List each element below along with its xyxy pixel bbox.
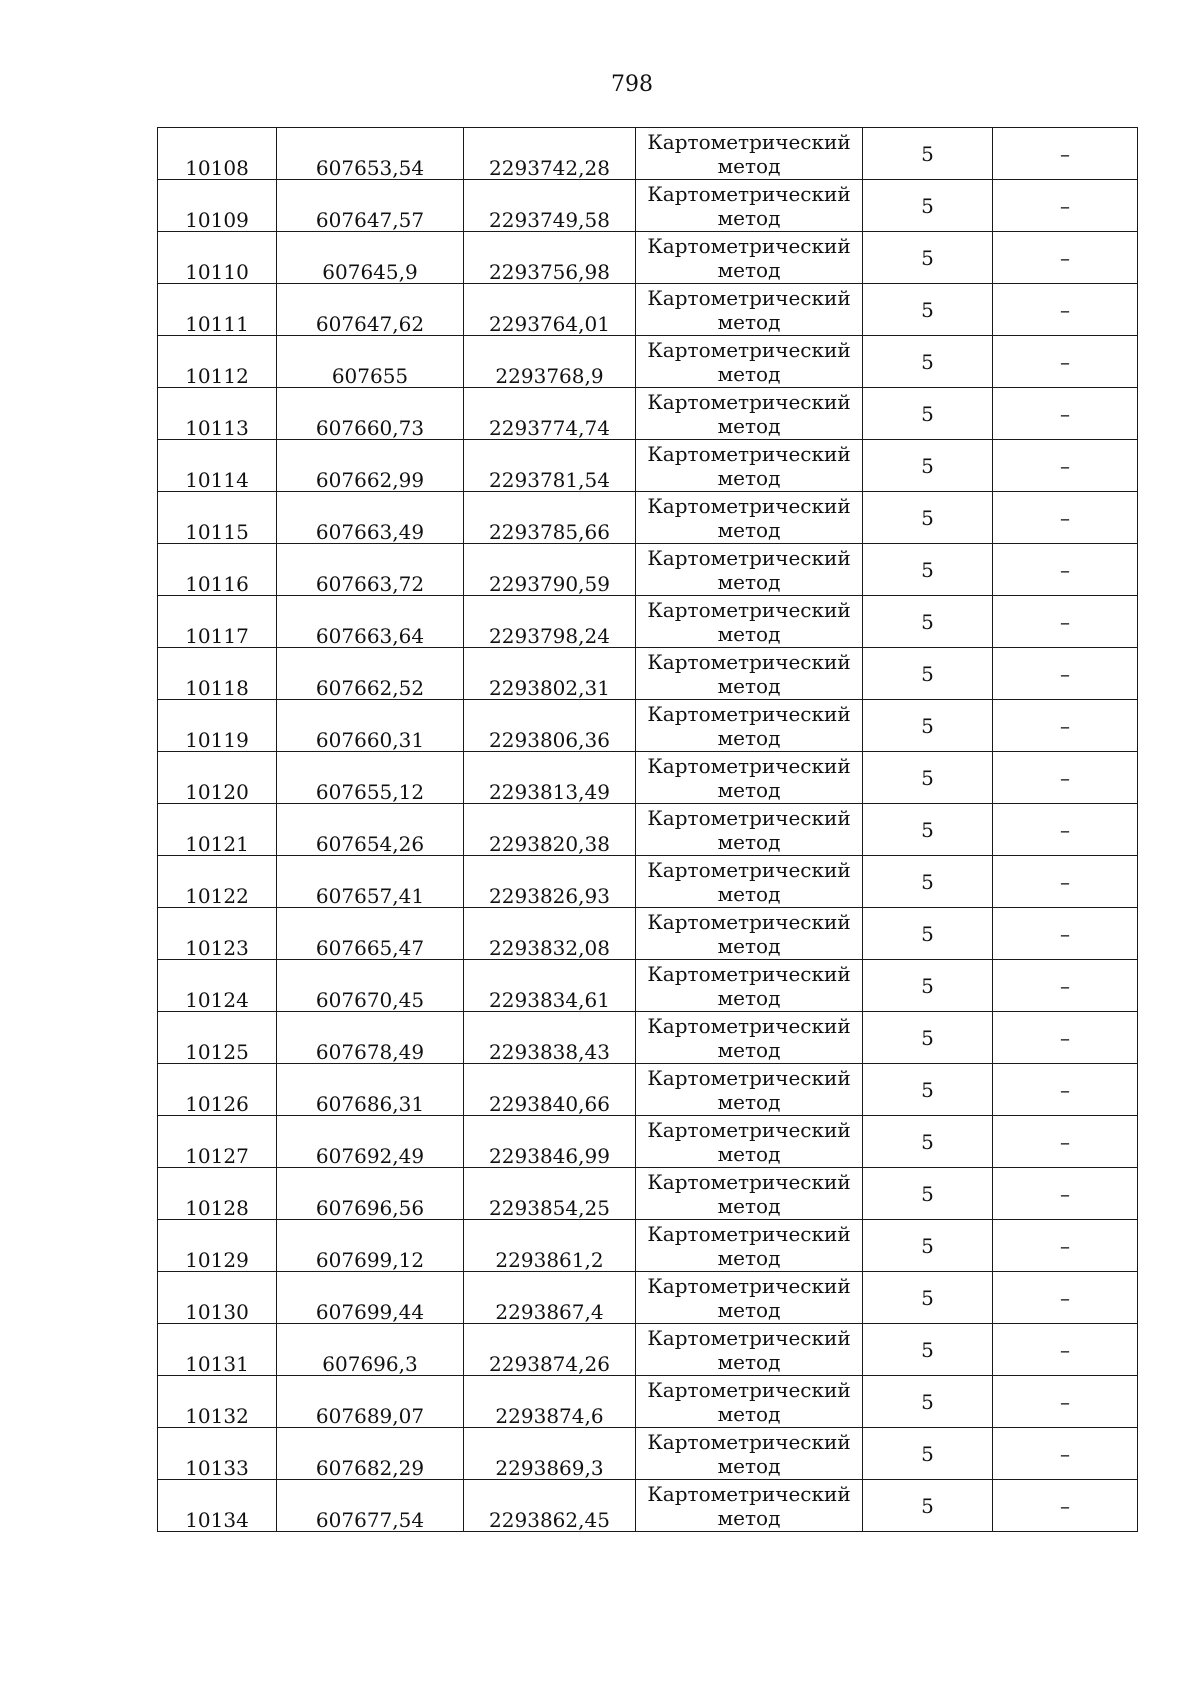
method-cell: Картометрический метод [636, 804, 863, 856]
y-coordinate-cell: 2293813,49 [464, 752, 636, 804]
accuracy-cell: 5 [863, 648, 993, 700]
accuracy-cell: 5 [863, 1168, 993, 1220]
accuracy-cell: 5 [863, 596, 993, 648]
accuracy-cell: 5 [863, 856, 993, 908]
accuracy-cell: 5 [863, 1272, 993, 1324]
x-coordinate-cell: 607662,99 [277, 440, 464, 492]
table-row [158, 1376, 1138, 1428]
x-coordinate-cell: 607663,49 [277, 492, 464, 544]
table-row [158, 1428, 1138, 1480]
accuracy-cell: 5 [863, 388, 993, 440]
point-number-cell: 10109 [158, 180, 277, 232]
method-cell: Картометрический метод [636, 1116, 863, 1168]
description-cell: – [993, 336, 1138, 388]
table-row [158, 388, 1138, 440]
description-cell: – [993, 1012, 1138, 1064]
method-cell: Картометрический метод [636, 128, 863, 180]
coordinates-table-body [158, 128, 1138, 1532]
method-cell: Картометрический метод [636, 336, 863, 388]
y-coordinate-cell: 2293774,74 [464, 388, 636, 440]
table-row [158, 128, 1138, 180]
y-coordinate-cell: 2293768,9 [464, 336, 636, 388]
method-cell: Картометрический метод [636, 1376, 863, 1428]
point-number-cell: 10121 [158, 804, 277, 856]
description-cell: – [993, 440, 1138, 492]
y-coordinate-cell: 2293756,98 [464, 232, 636, 284]
description-cell: – [993, 284, 1138, 336]
accuracy-cell: 5 [863, 804, 993, 856]
table-row [158, 856, 1138, 908]
method-cell: Картометрический метод [636, 1064, 863, 1116]
accuracy-cell: 5 [863, 492, 993, 544]
table-row [158, 232, 1138, 284]
description-cell: – [993, 648, 1138, 700]
method-cell: Картометрический метод [636, 856, 863, 908]
table-row [158, 596, 1138, 648]
point-number-cell: 10125 [158, 1012, 277, 1064]
y-coordinate-cell: 2293790,59 [464, 544, 636, 596]
x-coordinate-cell: 607699,44 [277, 1272, 464, 1324]
x-coordinate-cell: 607645,9 [277, 232, 464, 284]
x-coordinate-cell: 607647,62 [277, 284, 464, 336]
point-number-cell: 10128 [158, 1168, 277, 1220]
table-row [158, 752, 1138, 804]
accuracy-cell: 5 [863, 1116, 993, 1168]
x-coordinate-cell: 607696,3 [277, 1324, 464, 1376]
point-number-cell: 10117 [158, 596, 277, 648]
y-coordinate-cell: 2293798,24 [464, 596, 636, 648]
x-coordinate-cell: 607696,56 [277, 1168, 464, 1220]
x-coordinate-cell: 607663,64 [277, 596, 464, 648]
y-coordinate-cell: 2293802,31 [464, 648, 636, 700]
point-number-cell: 10131 [158, 1324, 277, 1376]
page-number: 798 [611, 72, 653, 97]
table-row [158, 440, 1138, 492]
table-row [158, 960, 1138, 1012]
description-cell: – [993, 1116, 1138, 1168]
table-row [158, 284, 1138, 336]
accuracy-cell: 5 [863, 752, 993, 804]
accuracy-cell: 5 [863, 1324, 993, 1376]
y-coordinate-cell: 2293820,38 [464, 804, 636, 856]
x-coordinate-cell: 607692,49 [277, 1116, 464, 1168]
description-cell: – [993, 960, 1138, 1012]
x-coordinate-cell: 607655 [277, 336, 464, 388]
table-row [158, 700, 1138, 752]
y-coordinate-cell: 2293867,4 [464, 1272, 636, 1324]
x-coordinate-cell: 607689,07 [277, 1376, 464, 1428]
x-coordinate-cell: 607654,26 [277, 804, 464, 856]
description-cell: – [993, 752, 1138, 804]
y-coordinate-cell: 2293781,54 [464, 440, 636, 492]
x-coordinate-cell: 607670,45 [277, 960, 464, 1012]
table-row [158, 1220, 1138, 1272]
point-number-cell: 10112 [158, 336, 277, 388]
x-coordinate-cell: 607655,12 [277, 752, 464, 804]
accuracy-cell: 5 [863, 1428, 993, 1480]
table-row [158, 1168, 1138, 1220]
y-coordinate-cell: 2293742,28 [464, 128, 636, 180]
x-coordinate-cell: 607663,72 [277, 544, 464, 596]
description-cell: – [993, 232, 1138, 284]
point-number-cell: 10132 [158, 1376, 277, 1428]
method-cell: Картометрический метод [636, 388, 863, 440]
y-coordinate-cell: 2293840,66 [464, 1064, 636, 1116]
table-row [158, 1012, 1138, 1064]
table-row [158, 336, 1138, 388]
method-cell: Картометрический метод [636, 908, 863, 960]
y-coordinate-cell: 2293874,26 [464, 1324, 636, 1376]
accuracy-cell: 5 [863, 1064, 993, 1116]
table-row [158, 1116, 1138, 1168]
description-cell: – [993, 492, 1138, 544]
x-coordinate-cell: 607678,49 [277, 1012, 464, 1064]
y-coordinate-cell: 2293862,45 [464, 1480, 636, 1532]
description-cell: – [993, 804, 1138, 856]
method-cell: Картометрический метод [636, 648, 863, 700]
table-row [158, 804, 1138, 856]
point-number-cell: 10115 [158, 492, 277, 544]
point-number-cell: 10120 [158, 752, 277, 804]
y-coordinate-cell: 2293764,01 [464, 284, 636, 336]
method-cell: Картометрический метод [636, 492, 863, 544]
x-coordinate-cell: 607657,41 [277, 856, 464, 908]
description-cell: – [993, 1168, 1138, 1220]
table-row [158, 1272, 1138, 1324]
description-cell: – [993, 1480, 1138, 1532]
point-number-cell: 10110 [158, 232, 277, 284]
x-coordinate-cell: 607677,54 [277, 1480, 464, 1532]
method-cell: Картометрический метод [636, 596, 863, 648]
table-row [158, 180, 1138, 232]
description-cell: – [993, 1064, 1138, 1116]
point-number-cell: 10126 [158, 1064, 277, 1116]
description-cell: – [993, 908, 1138, 960]
accuracy-cell: 5 [863, 960, 993, 1012]
description-cell: – [993, 856, 1138, 908]
y-coordinate-cell: 2293826,93 [464, 856, 636, 908]
method-cell: Картометрический метод [636, 752, 863, 804]
table-row [158, 1324, 1138, 1376]
description-cell: – [993, 1324, 1138, 1376]
accuracy-cell: 5 [863, 284, 993, 336]
point-number-cell: 10119 [158, 700, 277, 752]
point-number-cell: 10127 [158, 1116, 277, 1168]
y-coordinate-cell: 2293838,43 [464, 1012, 636, 1064]
method-cell: Картометрический метод [636, 960, 863, 1012]
point-number-cell: 10129 [158, 1220, 277, 1272]
y-coordinate-cell: 2293785,66 [464, 492, 636, 544]
description-cell: – [993, 388, 1138, 440]
y-coordinate-cell: 2293854,25 [464, 1168, 636, 1220]
y-coordinate-cell: 2293749,58 [464, 180, 636, 232]
point-number-cell: 10134 [158, 1480, 277, 1532]
description-cell: – [993, 1428, 1138, 1480]
table-row [158, 492, 1138, 544]
accuracy-cell: 5 [863, 544, 993, 596]
table-row [158, 648, 1138, 700]
method-cell: Картометрический метод [636, 440, 863, 492]
y-coordinate-cell: 2293832,08 [464, 908, 636, 960]
method-cell: Картометрический метод [636, 284, 863, 336]
method-cell: Картометрический метод [636, 1168, 863, 1220]
method-cell: Картометрический метод [636, 1272, 863, 1324]
accuracy-cell: 5 [863, 128, 993, 180]
y-coordinate-cell: 2293806,36 [464, 700, 636, 752]
y-coordinate-cell: 2293869,3 [464, 1428, 636, 1480]
point-number-cell: 10123 [158, 908, 277, 960]
coordinates-table [157, 127, 1138, 1532]
point-number-cell: 10124 [158, 960, 277, 1012]
x-coordinate-cell: 607699,12 [277, 1220, 464, 1272]
method-cell: Картометрический метод [636, 700, 863, 752]
x-coordinate-cell: 607682,29 [277, 1428, 464, 1480]
description-cell: – [993, 180, 1138, 232]
y-coordinate-cell: 2293846,99 [464, 1116, 636, 1168]
accuracy-cell: 5 [863, 180, 993, 232]
point-number-cell: 10114 [158, 440, 277, 492]
description-cell: – [993, 1220, 1138, 1272]
table-row [158, 544, 1138, 596]
x-coordinate-cell: 607686,31 [277, 1064, 464, 1116]
accuracy-cell: 5 [863, 336, 993, 388]
method-cell: Картометрический метод [636, 1012, 863, 1064]
y-coordinate-cell: 2293834,61 [464, 960, 636, 1012]
point-number-cell: 10108 [158, 128, 277, 180]
accuracy-cell: 5 [863, 1220, 993, 1272]
method-cell: Картометрический метод [636, 1480, 863, 1532]
x-coordinate-cell: 607647,57 [277, 180, 464, 232]
accuracy-cell: 5 [863, 908, 993, 960]
description-cell: – [993, 700, 1138, 752]
table-row [158, 908, 1138, 960]
point-number-cell: 10133 [158, 1428, 277, 1480]
table-row [158, 1064, 1138, 1116]
method-cell: Картометрический метод [636, 1220, 863, 1272]
accuracy-cell: 5 [863, 1480, 993, 1532]
description-cell: – [993, 1376, 1138, 1428]
description-cell: – [993, 596, 1138, 648]
x-coordinate-cell: 607665,47 [277, 908, 464, 960]
description-cell: – [993, 128, 1138, 180]
table-row [158, 1480, 1138, 1532]
point-number-cell: 10122 [158, 856, 277, 908]
accuracy-cell: 5 [863, 1376, 993, 1428]
method-cell: Картометрический метод [636, 1324, 863, 1376]
method-cell: Картометрический метод [636, 180, 863, 232]
accuracy-cell: 5 [863, 232, 993, 284]
method-cell: Картометрический метод [636, 1428, 863, 1480]
description-cell: – [993, 544, 1138, 596]
method-cell: Картометрический метод [636, 544, 863, 596]
x-coordinate-cell: 607660,73 [277, 388, 464, 440]
y-coordinate-cell: 2293874,6 [464, 1376, 636, 1428]
point-number-cell: 10130 [158, 1272, 277, 1324]
y-coordinate-cell: 2293861,2 [464, 1220, 636, 1272]
accuracy-cell: 5 [863, 440, 993, 492]
x-coordinate-cell: 607660,31 [277, 700, 464, 752]
method-cell: Картометрический метод [636, 232, 863, 284]
description-cell: – [993, 1272, 1138, 1324]
accuracy-cell: 5 [863, 1012, 993, 1064]
point-number-cell: 10111 [158, 284, 277, 336]
accuracy-cell: 5 [863, 700, 993, 752]
x-coordinate-cell: 607653,54 [277, 128, 464, 180]
x-coordinate-cell: 607662,52 [277, 648, 464, 700]
point-number-cell: 10118 [158, 648, 277, 700]
point-number-cell: 10116 [158, 544, 277, 596]
point-number-cell: 10113 [158, 388, 277, 440]
